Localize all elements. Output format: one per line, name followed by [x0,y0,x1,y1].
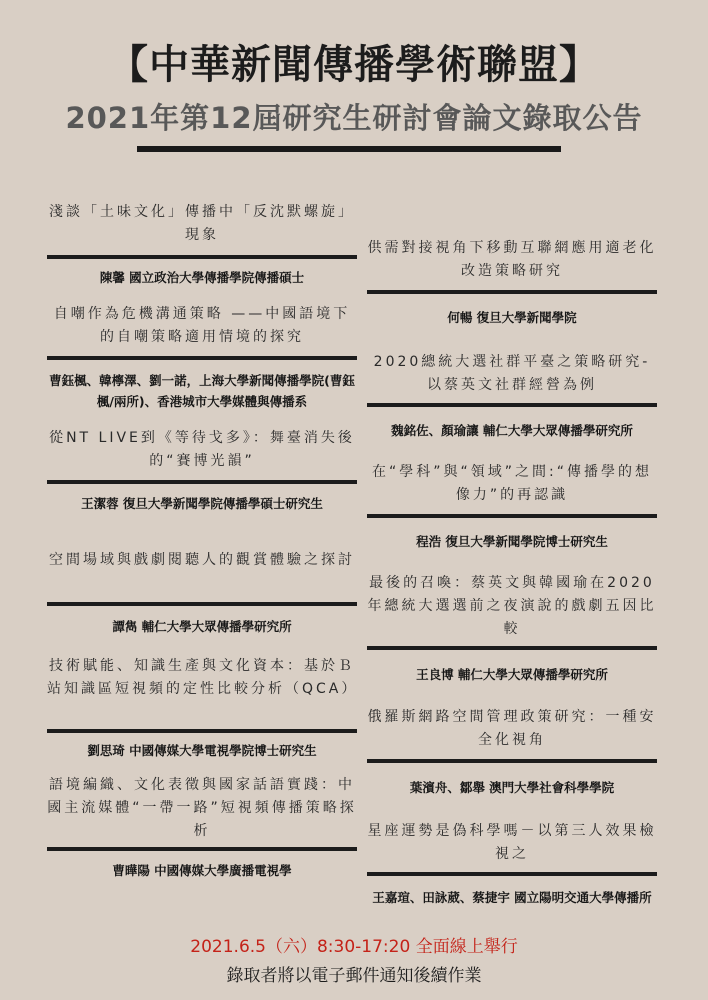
paper-title: 空間場域與戲劇閱聽人的觀賞體驗之探討 [49,552,355,568]
divider [47,729,357,733]
paper-author: 陳馨 國立政治大學傳播學院傳播碩士 [99,270,305,285]
paper-title: 最後的召喚：蔡英文與韓國瑜在2020年總統大選選前之夜演說的戲劇五因比較 [367,575,657,637]
paper-author: 曹鈺楓、韓檸澤、劉一諾，上海大學新聞傳播學院(曹鈺楓/兩所)、香港城市大學媒體與傳播系 [49,373,355,409]
event-date: 2021.6.5（六）8:30-17:20 全面線上舉行 [190,937,518,957]
page-subtitle: 2021年第12屆研究生研討會論文錄取公告 [65,101,643,135]
divider [47,602,357,606]
title-divider [137,146,561,152]
paper-author: 何暢 復旦大學新聞學院 [447,310,577,325]
notice-text: 錄取者將以電子郵件通知後續作業 [226,966,482,986]
paper-author: 王良博 輔仁大學大眾傳播學研究所 [416,667,608,682]
page-title: 【中華新聞傳播學術聯盟】 [108,42,600,88]
paper-author: 王嘉瑄、田詠葳、蔡捷宇 國立陽明交通大學傳播所 [372,890,652,905]
paper-author: 劉思琦 中國傳媒大學電視學院博士研究生 [87,743,317,758]
paper-author: 王潔蓉 復旦大學新聞學院傳播學碩士研究生 [81,496,323,511]
divider [367,872,657,876]
divider [367,646,657,650]
divider [367,759,657,763]
paper-author: 曹曄陽 中國傳媒大學廣播電視學 [112,863,292,878]
paper-author: 譚雋 輔仁大學大眾傳播學研究所 [112,619,292,634]
paper-title: 俄羅斯網路空間管理政策研究：一種安全化視角 [367,709,657,748]
paper-author: 葉濱舟、鄒舉 澳門大學社會科學學院 [409,780,615,795]
paper-title: 在“學科”與“領域”之間:“傳播學的想像力”的再認識 [372,464,652,503]
paper-author: 魏銘佐、顏瑜讓 輔仁大學大眾傳播學研究所 [391,423,633,438]
paper-title: 自嘲作為危機溝通策略 ——中國語境下的自嘲策略適用情境的探究 [53,306,351,345]
paper-title: 淺談「土味文化」傳播中「反沈默螺旋」現象 [49,204,355,243]
divider [47,847,357,851]
paper-title: 從NT LIVE到《等待戈多》：舞臺消失後的“賽博光韻” [49,430,355,469]
paper-title: 語境編織、文化表徵與國家話語實踐：中國主流媒體“一帶一路”短視頻傳播策略探析 [47,777,357,839]
paper-title: 供需對接視角下移動互聯網應用適老化改造策略研究 [367,240,657,279]
paper-title: 2020總統大選社群平臺之策略研究-以蔡英文社群經營為例 [373,354,651,393]
divider [47,356,357,360]
divider [367,290,657,294]
divider [367,403,657,407]
paper-title: 技術賦能、知識生產與文化資本：基於Ｂ站知識區短視頻的定性比較分析（QCA） [47,658,359,697]
divider [47,255,357,259]
divider [367,514,657,518]
paper-title: 星座運勢是偽科學嗎－以第三人效果檢視之 [367,823,657,862]
divider [47,480,357,484]
paper-author: 程浩 復旦大學新聞學院博士研究生 [416,534,608,549]
